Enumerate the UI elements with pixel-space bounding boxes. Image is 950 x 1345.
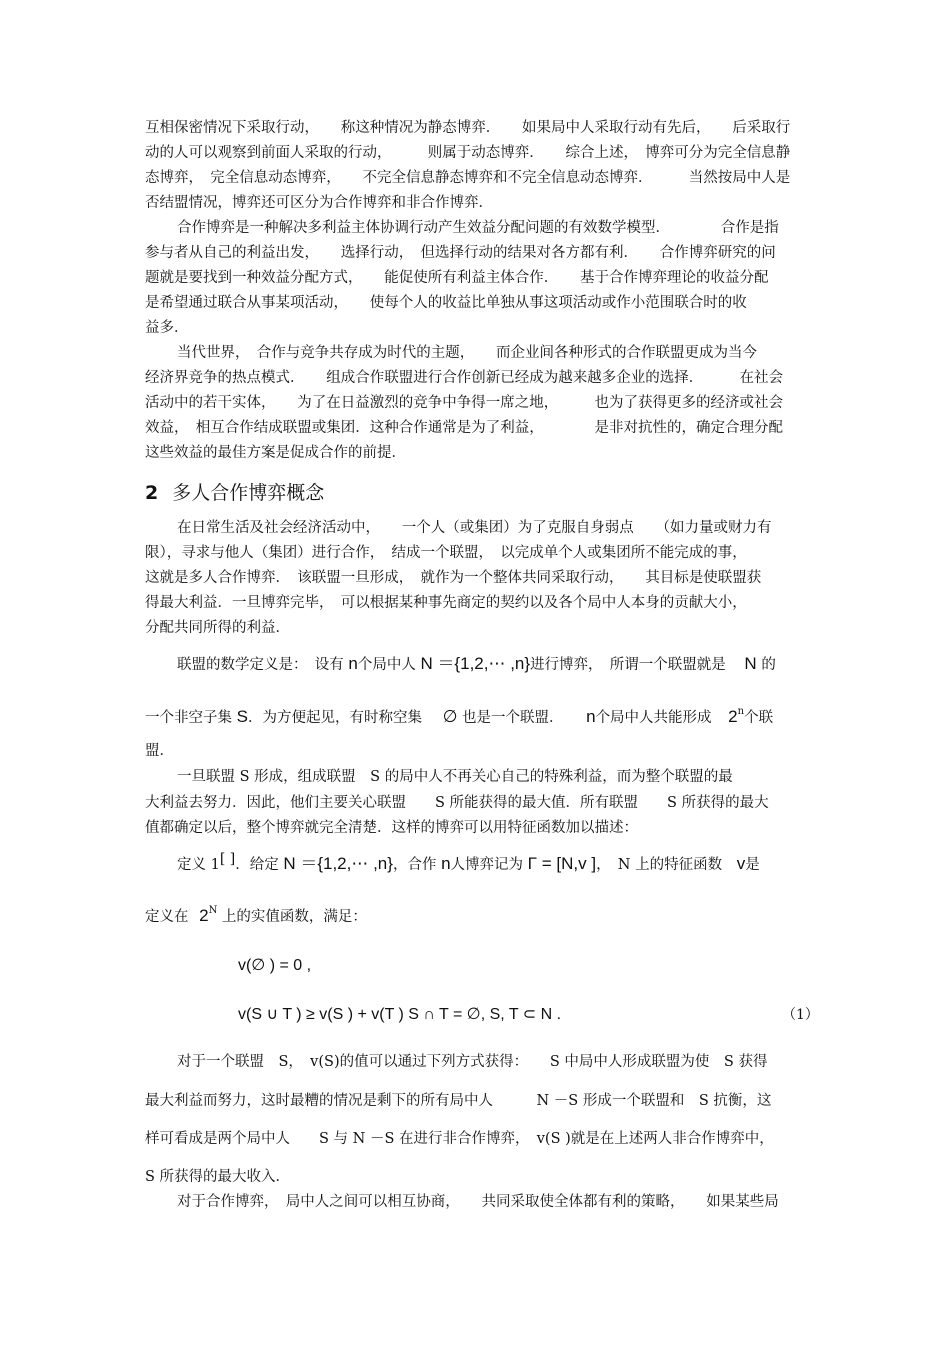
text-line: 对于一个联盟 S， v(S)的值可以通过下列方式获得： S 中局中人形成联盟为使 S 获得 bbox=[177, 1054, 768, 1070]
text-line: 分配共同所得的利益． bbox=[145, 620, 290, 636]
definition-1-line: 定义在 $2^N$ 上的实值函数，满足： bbox=[145, 905, 367, 925]
citation-ref: [ ] bbox=[219, 851, 236, 867]
definition-label: 定义 1 bbox=[177, 857, 220, 873]
text-line: 益多． bbox=[145, 320, 189, 336]
math-n: n bbox=[348, 654, 358, 673]
math-S: S bbox=[236, 707, 248, 726]
text-line: 互相保密情况下采取行动， 称这种情况为静态博弈． 如果局中人采取行动有先后， 后采取行 bbox=[145, 120, 791, 136]
math-N: N bbox=[744, 654, 757, 673]
text-line: 一旦联盟 S 形成，组成联盟 S 的局中人不再关心自己的特殊利益，而为整个联盟的最 bbox=[177, 769, 733, 785]
text-line: 经济界竞争的热点模式． 组成合作联盟进行合作创新已经成为越来越多企业的选择． 在社会 bbox=[145, 370, 783, 386]
text-line: 对于合作博弈， 局中人之间可以相互协商， 共同采取使全体都有利的策略， 如果某些局 bbox=[177, 1194, 779, 1210]
math-power-exponent: N bbox=[208, 905, 218, 916]
text-line: 最大利益而努力，这时最糟的情况是剩下的所有局中人 N －S 形成一个联盟和 S 抗衡，这 bbox=[145, 1093, 772, 1109]
text-line: 得最大利益．一旦博弈完毕， 可以根据某种事先商定的契约以及各个局中人本身的贡献大小， bbox=[145, 595, 747, 611]
math-game: Γ = [N,v ] bbox=[527, 854, 597, 873]
math-empty-set: ∅ bbox=[442, 707, 458, 726]
math-power-base: 2 bbox=[728, 707, 738, 726]
text-line: 样可看成是两个局中人 S 与 N －S 在进行非合作博弈， v(S )就是在上述两人非合作博弈中， bbox=[145, 1131, 774, 1147]
text-line: 值都确定以后，整个博弈就完全清楚．这样的博弈可以用特征函数加以描述： bbox=[145, 820, 638, 836]
math-v: v bbox=[736, 854, 746, 873]
coalition-definition-line: 一个非空子集 S．为方便起见，有时称空集 ∅ 也是一个联盟． n个局中人共能形成 2$^n$个联 bbox=[145, 706, 774, 726]
text-line: 当代世界， 合作与竞争共存成为时代的主题， 而企业间各种形式的合作联盟更成为当今 bbox=[177, 345, 757, 361]
text-line: 盟． bbox=[145, 743, 174, 759]
text-line: 效益， 相互合作结成联盟或集团．这种合作通常是为了利益， 是非对抗性的，确定合理分配 bbox=[145, 420, 783, 436]
text-line: 合作博弈是一种解决多利益主体协调行动产生效益分配问题的有效数学模型． 合作是指 bbox=[177, 220, 779, 236]
definition-1-line: 定义 1[ ]．给定 N ＝{1,2,⋯ ,n}，合作 n人博弈记为 Γ = [N,v ]， N 上的特征函数 v是 bbox=[177, 851, 760, 873]
math-n: n bbox=[586, 707, 596, 726]
text-line: 动的人可以观察到前面人采取的行动， 则属于动态博弈． 综合上述， 博弈可分为完全信息静 bbox=[145, 145, 791, 161]
coalition-definition-line: 联盟的数学定义是： 设有 n个局中人 N ＝{1,2,⋯ ,n}进行博弈， 所谓一个联盟就是 N 的 bbox=[177, 654, 776, 673]
text-line: S 所获得的最大收入． bbox=[145, 1169, 291, 1185]
text-line: 在日常生活及社会经济活动中， 一个人（或集团）为了克服自身弱点 （如力量或财力有 bbox=[177, 520, 772, 536]
text-line: 活动中的若干实体， 为了在日益激烈的竞争中争得一席之地， 也为了获得更多的经济或社会 bbox=[145, 395, 783, 411]
math-n: n bbox=[441, 854, 451, 873]
math-power-exponent: n bbox=[737, 706, 745, 717]
text-line: 限），寻求与他人（集团）进行合作， 结成一个联盟， 以完成单个人或集团所不能完成的事， bbox=[145, 545, 747, 561]
text-line: 这些效益的最佳方案是促成合作的前提． bbox=[145, 445, 406, 461]
text-line: 参与者从自己的利益出发， 选择行动， 但选择行动的结果对各方都有利． 合作博弈研究的问 bbox=[145, 245, 776, 261]
section-heading bbox=[145, 481, 324, 505]
text-line: 态博弈， 完全信息动态博弈， 不完全信息静态博弈和不完全信息动态博弈． 当然按局中人是 bbox=[145, 170, 791, 186]
math-player-set: N ＝{1,2,⋯ ,n} bbox=[283, 854, 393, 873]
text-line: 大利益去努力．因此，他们主要关心联盟 S 所能获得的最大值．所有联盟 S 所获得的最大 bbox=[145, 795, 769, 811]
text-line: 否结盟情况，博弈还可区分为合作博弈和非合作博弈． bbox=[145, 195, 493, 211]
section-number: 2 bbox=[145, 482, 159, 504]
math-power-base: 2 bbox=[199, 906, 209, 925]
section-title: 多人合作博弈概念 bbox=[172, 482, 325, 504]
text-line: 这就是多人合作博弈． 该联盟一旦形成， 就作为一个整体共同采取行动， 其目标是使联盟获 bbox=[145, 570, 762, 586]
equation-empty-coalition: v(∅ ) = 0 , bbox=[238, 957, 312, 974]
math-player-set: N ＝{1,2,⋯ ,n} bbox=[420, 654, 531, 673]
equation-superadditivity: v(S ∪ T ) ≥ v(S ) + v(T ) S ∩ T = ∅, S, T ⊂ N . bbox=[238, 1006, 562, 1023]
equation-number: （1） bbox=[782, 1007, 819, 1023]
text-line: 是希望通过联合从事某项活动， 使每个人的收益比单独从事这项活动或作小范围联合时的收 bbox=[145, 295, 747, 311]
text-line: 题就是要找到一种效益分配方式， 能促使所有利益主体合作． 基于合作博弈理论的收益分配 bbox=[145, 270, 769, 286]
